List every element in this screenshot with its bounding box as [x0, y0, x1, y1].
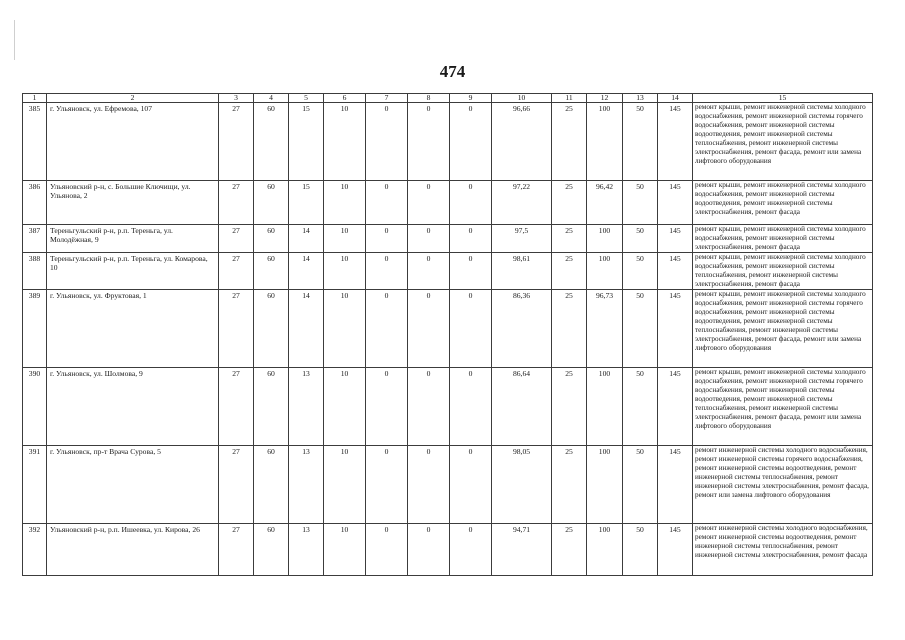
value-cell: 10	[324, 368, 366, 446]
row-number: 386	[23, 181, 47, 225]
column-header: 15	[693, 94, 873, 103]
value-cell: 50	[623, 103, 658, 181]
value-cell: 0	[450, 181, 492, 225]
value-cell: 0	[450, 103, 492, 181]
value-cell: 0	[366, 290, 408, 368]
value-cell: 60	[254, 253, 289, 290]
value-cell: 100	[587, 253, 623, 290]
column-header: 2	[47, 94, 219, 103]
value-cell: 27	[219, 181, 254, 225]
address-cell: г. Ульяновск, пр-т Врача Сурова, 5	[47, 446, 219, 524]
works-cell: ремонт крыши, ремонт инженерной системы холодного водоснабжения, ремонт инженерной системы горячего водоснабжения, ремонт инженерной системы водоотведения, ремонт инженерной системы теплоснабжения, ремонт инженерной системы электроснабжения, ремонт фасада, ремонт или замена лифтового оборудования	[693, 103, 873, 181]
value-cell: 145	[658, 181, 693, 225]
table-row	[23, 290, 873, 368]
value-cell: 96,73	[587, 290, 623, 368]
value-cell: 50	[623, 524, 658, 576]
value-cell: 15	[289, 103, 324, 181]
value-cell: 25	[552, 225, 587, 253]
value-cell: 98,05	[492, 446, 552, 524]
column-header: 9	[450, 94, 492, 103]
row-number: 385	[23, 103, 47, 181]
works-cell: ремонт крыши, ремонт инженерной системы холодного водоснабжения, ремонт инженерной системы теплоснабжения, ремонт инженерной системы электроснабжения, ремонт фасада	[693, 253, 873, 290]
address-cell: г. Ульяновск, ул. Фруктовая, 1	[47, 290, 219, 368]
value-cell: 27	[219, 446, 254, 524]
value-cell: 25	[552, 181, 587, 225]
page-number: 474	[439, 62, 466, 81]
value-cell: 98,61	[492, 253, 552, 290]
repair-table-container	[22, 93, 873, 576]
value-cell: 60	[254, 181, 289, 225]
value-cell: 0	[408, 368, 450, 446]
works-cell: ремонт крыши, ремонт инженерной системы холодного водоснабжения, ремонт инженерной системы горячего водоснабжения, ремонт инженерной системы водоотведения, ремонт инженерной системы теплоснабжения, ремонт инженерной системы электроснабжения, ремонт фасада, ремонт или замена лифтового оборудования	[693, 290, 873, 368]
table-row	[23, 524, 873, 576]
column-header: 14	[658, 94, 693, 103]
value-cell: 96,66	[492, 103, 552, 181]
value-cell: 25	[552, 253, 587, 290]
value-cell: 0	[450, 446, 492, 524]
value-cell: 13	[289, 368, 324, 446]
value-cell: 100	[587, 446, 623, 524]
value-cell: 94,71	[492, 524, 552, 576]
column-number-row	[23, 94, 873, 103]
value-cell: 50	[623, 181, 658, 225]
column-header: 6	[324, 94, 366, 103]
value-cell: 27	[219, 103, 254, 181]
table-header	[23, 94, 873, 103]
address-cell: г. Ульяновск, ул. Шолмова, 9	[47, 368, 219, 446]
value-cell: 27	[219, 225, 254, 253]
value-cell: 60	[254, 446, 289, 524]
address-cell: Ульяновский р-н, с. Большие Ключищи, ул. Ульянова, 2	[47, 181, 219, 225]
column-header: 8	[408, 94, 450, 103]
repair-table	[22, 93, 873, 576]
row-number: 392	[23, 524, 47, 576]
value-cell: 14	[289, 290, 324, 368]
value-cell: 0	[450, 368, 492, 446]
value-cell: 145	[658, 225, 693, 253]
value-cell: 0	[366, 446, 408, 524]
address-cell: г. Ульяновск, ул. Ефремова, 107	[47, 103, 219, 181]
value-cell: 25	[552, 103, 587, 181]
value-cell: 13	[289, 524, 324, 576]
works-cell: ремонт крыши, ремонт инженерной системы холодного водоснабжения, ремонт инженерной системы горячего водоснабжения, ремонт инженерной системы водоотведения, ремонт инженерной системы теплоснабжения, ремонт инженерной системы электроснабжения, ремонт фасада, ремонт или замена лифтового оборудования	[693, 368, 873, 446]
works-cell: ремонт крыши, ремонт инженерной системы холодного водоснабжения, ремонт инженерной системы водоотведения, ремонт инженерной системы электроснабжения, ремонт фасада	[693, 181, 873, 225]
value-cell: 10	[324, 103, 366, 181]
value-cell: 50	[623, 253, 658, 290]
value-cell: 145	[658, 253, 693, 290]
value-cell: 14	[289, 225, 324, 253]
row-number: 390	[23, 368, 47, 446]
value-cell: 10	[324, 524, 366, 576]
column-header: 3	[219, 94, 254, 103]
value-cell: 60	[254, 225, 289, 253]
column-header: 7	[366, 94, 408, 103]
column-header: 11	[552, 94, 587, 103]
address-cell: Ульяновский р-н, р.п. Ишеевка, ул. Кирова, 26	[47, 524, 219, 576]
row-number: 387	[23, 225, 47, 253]
value-cell: 60	[254, 368, 289, 446]
value-cell: 0	[366, 368, 408, 446]
column-header: 10	[492, 94, 552, 103]
value-cell: 100	[587, 225, 623, 253]
value-cell: 25	[552, 368, 587, 446]
value-cell: 0	[450, 253, 492, 290]
works-cell: ремонт инженерной системы холодного водоснабжения, ремонт инженерной системы водоотведения, ремонт инженерной системы теплоснабжения, ремонт инженерной системы электроснабжения, ремонт фасада	[693, 524, 873, 576]
table-row	[23, 368, 873, 446]
value-cell: 60	[254, 103, 289, 181]
value-cell: 60	[254, 290, 289, 368]
value-cell: 0	[450, 225, 492, 253]
value-cell: 14	[289, 253, 324, 290]
address-cell: Тереньгульский р-н, р.п. Тереньга, ул. Молодёжная, 9	[47, 225, 219, 253]
row-number: 389	[23, 290, 47, 368]
value-cell: 100	[587, 103, 623, 181]
table-row	[23, 446, 873, 524]
value-cell: 50	[623, 368, 658, 446]
value-cell: 27	[219, 290, 254, 368]
value-cell: 0	[408, 103, 450, 181]
value-cell: 25	[552, 446, 587, 524]
value-cell: 0	[408, 225, 450, 253]
value-cell: 86,36	[492, 290, 552, 368]
value-cell: 10	[324, 290, 366, 368]
value-cell: 50	[623, 225, 658, 253]
value-cell: 50	[623, 446, 658, 524]
value-cell: 10	[324, 446, 366, 524]
row-number: 388	[23, 253, 47, 290]
value-cell: 0	[408, 524, 450, 576]
table-row	[23, 181, 873, 225]
value-cell: 145	[658, 368, 693, 446]
value-cell: 145	[658, 524, 693, 576]
value-cell: 0	[366, 225, 408, 253]
column-header: 13	[623, 94, 658, 103]
value-cell: 10	[324, 225, 366, 253]
value-cell: 13	[289, 446, 324, 524]
value-cell: 97,5	[492, 225, 552, 253]
value-cell: 0	[450, 290, 492, 368]
column-header: 4	[254, 94, 289, 103]
row-number: 391	[23, 446, 47, 524]
value-cell: 96,42	[587, 181, 623, 225]
value-cell: 0	[408, 253, 450, 290]
table-row	[23, 253, 873, 290]
value-cell: 0	[408, 181, 450, 225]
scan-artifact	[14, 20, 15, 60]
value-cell: 0	[450, 524, 492, 576]
value-cell: 145	[658, 446, 693, 524]
value-cell: 0	[408, 446, 450, 524]
table-body	[23, 103, 873, 576]
address-cell: Тереньгульский р-н, р.п. Тереньга, ул. Комарова, 10	[47, 253, 219, 290]
value-cell: 100	[587, 524, 623, 576]
value-cell: 27	[219, 253, 254, 290]
column-header: 12	[587, 94, 623, 103]
value-cell: 0	[366, 253, 408, 290]
value-cell: 27	[219, 368, 254, 446]
value-cell: 86,64	[492, 368, 552, 446]
column-header: 5	[289, 94, 324, 103]
value-cell: 100	[587, 368, 623, 446]
value-cell: 10	[324, 181, 366, 225]
value-cell: 25	[552, 290, 587, 368]
works-cell: ремонт инженерной системы холодного водоснабжения, ремонт инженерной системы горячего водоснабжения, ремонт инженерной системы водоотведения, ремонт инженерной системы теплоснабжения, ремонт инженерной системы электроснабжения, ремонт фасада, ремонт или замена лифтового оборудования	[693, 446, 873, 524]
value-cell: 0	[366, 524, 408, 576]
value-cell: 0	[408, 290, 450, 368]
value-cell: 27	[219, 524, 254, 576]
works-cell: ремонт крыши, ремонт инженерной системы холодного водоснабжения, ремонт инженерной системы электроснабжения, ремонт фасада	[693, 225, 873, 253]
value-cell: 10	[324, 253, 366, 290]
value-cell: 25	[552, 524, 587, 576]
value-cell: 145	[658, 103, 693, 181]
value-cell: 97,22	[492, 181, 552, 225]
value-cell: 0	[366, 103, 408, 181]
table-row	[23, 225, 873, 253]
value-cell: 60	[254, 524, 289, 576]
value-cell: 145	[658, 290, 693, 368]
table-row	[23, 103, 873, 181]
value-cell: 15	[289, 181, 324, 225]
value-cell: 0	[366, 181, 408, 225]
column-header: 1	[23, 94, 47, 103]
value-cell: 50	[623, 290, 658, 368]
